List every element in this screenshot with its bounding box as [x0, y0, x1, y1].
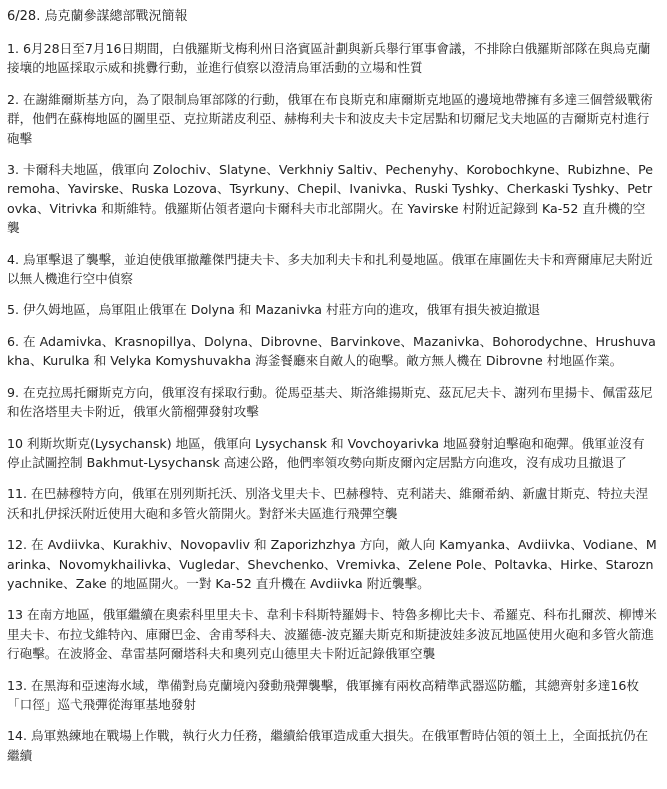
paragraph-9: 9. 在克拉馬托爾斯克方向，俄軍沒有採取行動。從馬亞基夫、斯洛維揚斯克、茲瓦尼夫卡、謝列布里揚卡、佩雷茲尼和佐洛塔里夫卡附近，俄軍火箭榴彈發射攻擊 [7, 384, 653, 420]
paragraph-2: 2. 在謝維爾斯基方向，為了限制烏軍部隊的行動，俄軍在布良斯克和庫爾斯克地區的邊境地帶擁有多達三個營級戰術群，他們在蘇梅地區的圖里亞、克拉斯諾皮利亞、赫梅利夫卡和波皮夫卡定居點和切爾尼戈夫地區的吉爾斯克村進行砲擊 [7, 91, 653, 146]
paragraph-11: 11. 在巴赫穆特方向，俄軍在別列斯托沃、別洛戈里夫卡、巴赫穆特、克利諾夫、維爾希納、新盧甘斯克、特拉夫涅沃和扎伊採沃附近使用大砲和多管火箭開火。對舒米夫區進行飛彈空襲 [7, 486, 649, 521]
paragraph-13-south: 13 在南方地區，俄軍繼續在奧索科里里夫卡、韋利卡科斯特羅姆卡、特魯多柳比夫卡、希羅克、科布扎爾茨、柳博米里夫卡、布拉戈維特內、庫爾巴金、舍甫琴科夫、波羅德-波克羅夫斯克和斯捷波娃多波瓦地區使用火砲和多管火箭進行砲擊。在波將金、韋雷基阿爾塔科夫和奧列克山德里夫卡附近記錄俄軍空襲 [7, 607, 657, 662]
page-title: 6/28. 烏克蘭參謀總部戰況簡報 [7, 9, 188, 24]
paragraph-14: 14. 烏軍熟練地在戰場上作戰，執行火力任務，繼續給俄軍造成重大損失。在俄軍暫時佔領的領土上，全面抵抗仍在繼續 [7, 728, 649, 763]
paragraph-13-sea: 13. 在黑海和亞速海水域，準備對烏克蘭境內發動飛彈襲擊，俄軍擁有兩枚高精準武器巡防艦，其總齊射多達16枚「口徑」巡弋飛彈從海軍基地發射 [7, 677, 639, 712]
paragraph-6: 6. 在 Adamivka、Krasnopillya、Dolyna、Dibrovne、Barvinkove、Mazanivka、Bohorodychne、Hrushuvakha、Kurulka 和 Velyka Komyshuvakha 海釜餐廳來自敵人的砲擊。敵方無人機在 Dibrovne 村地區作業。 [7, 333, 656, 369]
paragraph-12: 12. 在 Avdiivka、Kurakhiv、Novopavliv 和 Zaporizhzhya 方向，敵人向 Kamyanka、Avdiivka、Vodiane、Marinka、Novomykhailivka、Vugledar、Shevchenko、Vremivka、Zelene Pole、Poltavka、Hirke、Staroznyachnike、Zake 的地區開火。一對 Ka-52 直升機在 Avdiivka 附近襲擊。 [7, 537, 657, 591]
paragraph-4: 4. 烏軍擊退了襲擊，並迫使俄軍撤離傑門捷夫卡、多夫加利夫卡和扎利曼地區。俄軍在庫圖佐夫卡和齊爾庫尼夫附近以無人機進行空中偵察 [7, 251, 653, 287]
paragraph-10: 10 利斯坎斯克(Lysychansk) 地區，俄軍向 Lysychansk 和 Vovchoyarivka 地區發射迫擊砲和砲彈。俄軍並沒有停止試圖控制 Bakhmut-Lysychansk 高速公路，他們率領攻勢向斯皮爾內定居點方向進攻，沒有成功且撤退了 [7, 435, 645, 470]
paragraph-1: 1. 6月28日至7月16日期間，白俄羅斯戈梅利州日洛賓區計劃與新兵舉行軍事會議，不排除白俄羅斯部隊在與烏克蘭接壤的地區採取示威和挑釁行動，並進行偵察以澄清烏軍活動的立場和性質 [7, 41, 651, 76]
paragraph-5: 5. 伊久姆地區，烏軍阻止俄軍在 Dolyna 和 Mazanivka 村莊方向的進攻，俄軍有損失被迫撤退 [7, 302, 541, 318]
paragraph-3: 3. 卡爾科夫地區，俄軍向 Zolochiv、Slatyne、Verkhniy Saltiv、Pechenyhy、Korobochkyne、Rubizhne、Peremoha、Yavirske、Ruska Lozova、Tsyrkuny、Chepil、Ivanivka、Ruski Tyshky、Cherkaski Tyshky、Petrovka、Vitrivka 和斯維特。俄羅斯佔領者還向卡爾科夫市北部開火。在 Yavirske 村附近記錄到 Ka-52 直升機的空襲 [7, 162, 653, 236]
